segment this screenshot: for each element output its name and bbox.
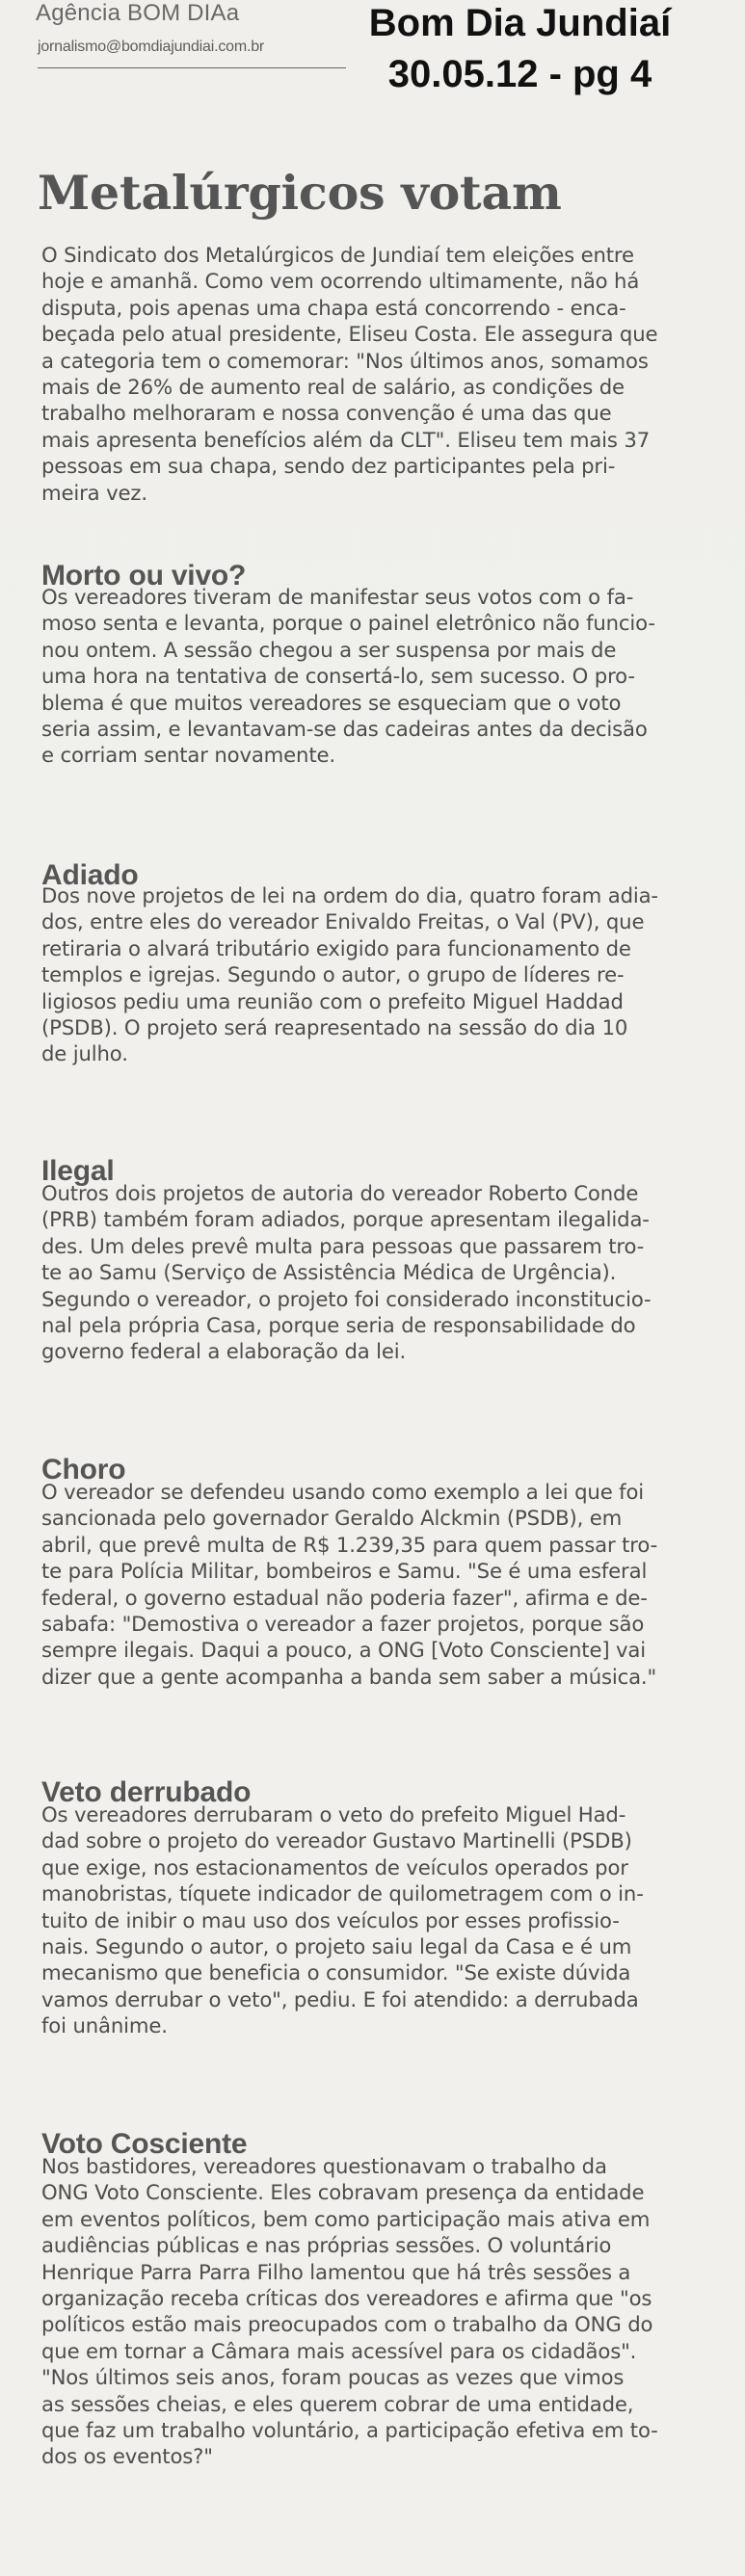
- section-title-ilegal: Ilegal: [41, 1154, 115, 1187]
- header-divider: [38, 67, 346, 68]
- intro-line: mais apresenta benefícios além da CLT". Eliseu tem mais 37: [41, 427, 651, 452]
- section-line: Segundo o vereador, o projeto foi considerado inconstitucio-: [41, 1286, 652, 1311]
- page-header: [0, 0, 745, 95]
- section-line: dos, entre eles do vereador Enivaldo Freitas, o Val (PV), que: [41, 909, 645, 934]
- section-line: dad sobre o projeto do vereador Gustavo Martinelli (PSDB): [41, 1828, 632, 1853]
- section-line: ligiosos pediu uma reunião com o prefeito Miguel Haddad: [41, 988, 624, 1013]
- intro-line: mais de 26% de aumento real de salário, as condições de: [41, 375, 625, 400]
- section-line: nou ontem. A sessão chegou a ser suspensa por mais de: [41, 637, 617, 662]
- section-line: templos e igrejas. Segundo o autor, o grupo de líderes re-: [41, 962, 625, 987]
- section-line: Henrique Parra Parra Filho lamentou que há três sessões a: [41, 2259, 631, 2284]
- section-line: que faz um trabalho voluntário, a participação efetiva em to-: [41, 2418, 658, 2443]
- section-line: em eventos políticos, bem como participação mais ativa em: [41, 2206, 651, 2231]
- section-line: que em tornar a Câmara mais acessível para os cidadãos".: [41, 2338, 637, 2363]
- section-title-veto-derrubado: Veto derrubado: [41, 1775, 252, 1808]
- intro-line: beçada pelo atual presidente, Eliseu Costa. Ele assegura que: [41, 322, 658, 347]
- section-line: retiraria o alvará tributário exigido para funcionamento de: [41, 935, 631, 960]
- section-line: dos os eventos?": [41, 2444, 213, 2469]
- section-line: ONG Voto Consciente. Eles cobravam presença da entidade: [41, 2180, 645, 2205]
- section-title-voto-cosciente: Voto Cosciente: [41, 2127, 248, 2160]
- intro-line: meira vez.: [41, 480, 147, 505]
- section-line: sabafa: "Demostiva o vereador a fazer projetos, porque são: [41, 1612, 645, 1637]
- section-line: dizer que a gente acompanha a banda sem saber a música.": [41, 1664, 657, 1689]
- section-title-morto-ou-vivo: Morto ou vivo?: [41, 559, 247, 591]
- section-line: Os vereadores tiveram de manifestar seus votos com o fa-: [41, 585, 634, 609]
- section-body-morto-ou-vivo: [41, 584, 683, 769]
- article-intro: [41, 242, 683, 506]
- section-line: organização receba críticas dos vereadores e afirma que "os: [41, 2286, 652, 2311]
- section-line: tuito de inibir o mau uso dos veículos por esses profissio-: [41, 1907, 620, 1932]
- section-line: abril, que prevê multa de R$ 1.239,35 para quem passar tro-: [41, 1532, 658, 1557]
- agency-email: jornalismo@bomdiajundiai.com.br: [38, 39, 265, 55]
- section-body-veto-derrubado: [41, 1801, 683, 2039]
- section-body-choro: [41, 1479, 683, 1690]
- section-line: Dos nove projetos de lei na ordem do dia, quatro foram adia-: [41, 883, 658, 907]
- section-line: federal, o governo estadual não poderia fazer", afirma e de-: [41, 1585, 648, 1610]
- section-body-voto-cosciente: [41, 2153, 683, 2470]
- section-line: moso senta e levanta, porque o painel eletrônico não funcio-: [41, 611, 655, 636]
- section-body-ilegal: [41, 1180, 683, 1365]
- intro-line: hoje e amanhã. Como vem ocorrendo ultimamente, não há: [41, 269, 640, 294]
- section-title-choro: Choro: [41, 1453, 126, 1485]
- section-line: uma hora na tentativa de consertá-lo, sem sucesso. O pro-: [41, 664, 635, 689]
- intro-line: disputa, pois apenas uma chapa está concorrendo - enca-: [41, 295, 626, 320]
- section-line: (PRB) também foram adiados, porque apresentam ilegalida-: [41, 1207, 650, 1232]
- intro-line: O Sindicato dos Metalúrgicos de Jundiaí tem eleições entre: [41, 243, 634, 267]
- section-line: seria assim, e levantavam-se das cadeiras antes da decisão: [41, 717, 648, 742]
- publication-date-page: 30.05.12 - pg 4: [387, 53, 652, 95]
- section-line: Outros dois projetos de autoria do vereador Roberto Conde: [41, 1181, 639, 1205]
- section-line: políticos estão mais preocupados com o trabalho da ONG do: [41, 2312, 653, 2337]
- publication-name: Bom Dia Jundiaí: [368, 2, 672, 44]
- section-title-adiado: Adiado: [41, 858, 139, 891]
- section-line: sempre ilegais. Daqui a pouco, a ONG [Voto Consciente] vai: [41, 1638, 647, 1663]
- article-headline: Metalúrgicos votam: [38, 164, 562, 221]
- section-line: e corriam sentar novamente.: [41, 743, 335, 768]
- section-line: blema é que muitos vereadores se esqueciam que o voto: [41, 690, 622, 715]
- intro-line: pessoas em sua chapa, sendo dez participantes pela pri-: [41, 454, 616, 479]
- section-line: te ao Samu (Serviço de Assistência Médica de Urgência).: [41, 1260, 617, 1285]
- agency-name: Agência BOM DIAa: [36, 0, 240, 26]
- intro-line: trabalho melhoraram e nossa convenção é uma das que: [41, 401, 612, 426]
- intro-line: a categoria tem o comemorar: "Nos últimos anos, somamos: [41, 348, 649, 373]
- section-line: (PSDB). O projeto será reapresentado na sessão do dia 10: [41, 1015, 628, 1040]
- section-line: Os vereadores derrubaram o veto do prefeito Miguel Had-: [41, 1802, 626, 1827]
- section-line: de julho.: [41, 1041, 128, 1066]
- section-line: audiências públicas e nas próprias sessões. O voluntário: [41, 2233, 612, 2258]
- section-line: vamos derrubar o veto", pediu. E foi atendido: a derrubada: [41, 1986, 639, 2011]
- section-line: que exige, nos estacionamentos de veículos operados por: [41, 1854, 628, 1879]
- section-line: mecanismo que beneficia o consumidor. "Se existe dúvida: [41, 1960, 631, 1985]
- section-line: manobristas, tíquete indicador de quilometragem com o in-: [41, 1881, 644, 1906]
- section-line: des. Um deles prevê multa para pessoas que passarem tro-: [41, 1233, 645, 1258]
- section-line: nais. Segundo o autor, o projeto saiu legal da Casa e é um: [41, 1934, 632, 1959]
- section-line: te para Polícia Militar, bombeiros e Samu. "Se é uma esferal: [41, 1559, 648, 1584]
- publication-stamp: [333, 2, 706, 96]
- section-line: O vereador se defendeu usando como exemplo a lei que foi: [41, 1480, 645, 1504]
- section-line: sancionada pelo governador Geraldo Alckmin (PSDB), em: [41, 1506, 623, 1531]
- section-body-adiado: [41, 882, 683, 1067]
- section-line: Nos bastidores, vereadores questionavam o trabalho da: [41, 2154, 607, 2178]
- section-line: "Nos últimos seis anos, foram poucas as vezes que vimos: [41, 2365, 625, 2390]
- section-line: as sessões cheias, e eles querem cobrar de uma entidade,: [41, 2391, 634, 2416]
- section-line: governo federal a elaboração da lei.: [41, 1339, 407, 1364]
- section-line: nal pela própria Casa, porque seria de responsabilidade do: [41, 1313, 636, 1338]
- section-line: foi unânime.: [41, 2013, 168, 2038]
